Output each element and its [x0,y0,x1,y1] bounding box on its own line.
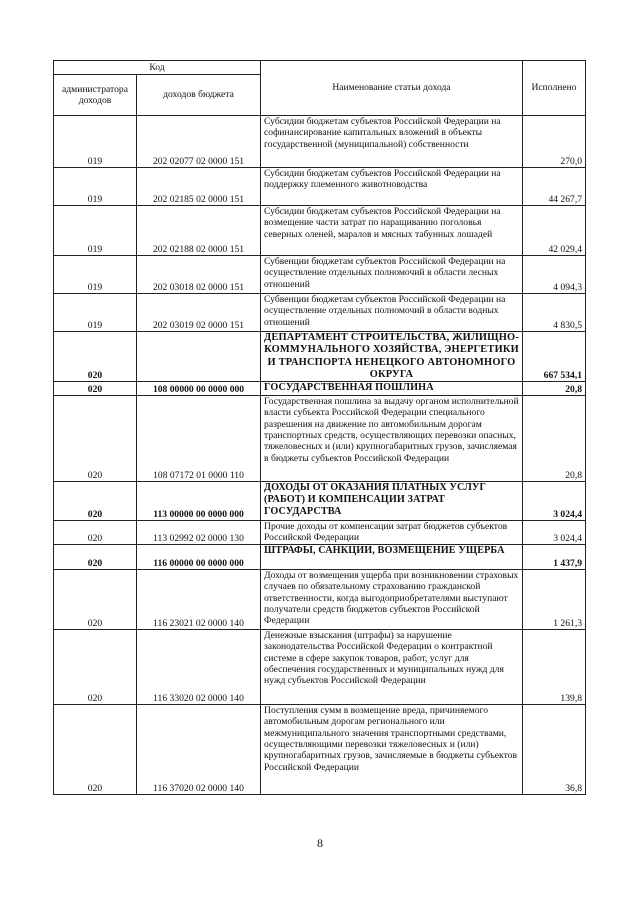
revenue-name-cell: Поступления сумм в возмещение вреда, причиняемого автомобильным дорогам регионального или межмуниципального значения транспортными средствами, осуществляющими перевозки тяжеловесных и (или) крупногабаритных грузов, зачисляемые в бюджеты субъектов Российской Федерации [261,705,523,795]
revenue-name-cell: Государственная пошлина за выдачу органом исполнительной власти субъекта Российской Федерации специального разрешения на движение по автомобильным дорогам транспортных средств, осуществляющих перевозки опасных, тяжеловесных и (или) крупногабаритных грузов, зачисляемая в бюджеты субъектов Российской Федерации [261,396,523,482]
executed-amount-cell: 3 024,4 [523,521,586,545]
budget-code-cell: 108 00000 00 0000 000 [137,382,261,396]
budget-code-cell [137,332,261,382]
budget-code-cell: 116 23021 02 0000 140 [137,570,261,630]
executed-amount-cell: 20,8 [523,396,586,482]
table-row [54,570,586,630]
table-row [54,545,586,570]
executed-amount-cell: 4 094,3 [523,256,586,294]
budget-code-cell: 202 03018 02 0000 151 [137,256,261,294]
table-row [54,168,586,206]
admin-code-cell: 020 [54,521,137,545]
executed-amount-cell: 1 437,9 [523,545,586,570]
admin-code-cell: 020 [54,705,137,795]
admin-code-cell: 020 [54,396,137,482]
admin-code-cell: 020 [54,630,137,705]
table-row [54,382,586,396]
executed-amount-cell: 20,8 [523,382,586,396]
admin-code-cell: 020 [54,482,137,521]
admin-code-cell: 019 [54,256,137,294]
admin-code-cell: 019 [54,206,137,256]
revenue-name-cell: ДЕПАРТАМЕНТ СТРОИТЕЛЬСТВА, ЖИЛИЩНО-КОММУНАЛЬНОГО ХОЗЯЙСТВА, ЭНЕРГЕТИКИ И ТРАНСПОРТА НЕНЕЦКОГО АВТОНОМНОГО ОКРУГА [261,332,523,382]
budget-code-header: доходов бюджета [137,75,261,116]
executed-amount-cell: 44 267,7 [523,168,586,206]
table-row [54,521,586,545]
budget-code-cell: 116 00000 00 0000 000 [137,545,261,570]
budget-code-cell: 116 33020 02 0000 140 [137,630,261,705]
name-header: Наименование статьи дохода [261,61,523,116]
budget-code-cell: 202 02185 02 0000 151 [137,168,261,206]
revenue-name-cell: ГОСУДАРСТВЕННАЯ ПОШЛИНА [261,382,523,396]
table-row [54,705,586,795]
admin-code-cell: 019 [54,168,137,206]
admin-code-cell: 020 [54,570,137,630]
table-row [54,116,586,168]
executed-header: Исполнено [523,61,586,116]
revenue-name-cell: ДОХОДЫ ОТ ОКАЗАНИЯ ПЛАТНЫХ УСЛУГ (РАБОТ) И КОМПЕНСАЦИИ ЗАТРАТ ГОСУДАРСТВА [261,482,523,521]
budget-code-cell: 113 02992 02 0000 130 [137,521,261,545]
revenue-name-cell: Субсидии бюджетам субъектов Российской Федерации на софинансирование капитальных вложений в объекты государственной (муниципальной) собственности [261,116,523,168]
executed-amount-cell: 36,8 [523,705,586,795]
budget-code-cell: 108 07172 01 0000 110 [137,396,261,482]
table-row [54,332,586,382]
executed-amount-cell: 1 261,3 [523,570,586,630]
table-row [54,396,586,482]
budget-code-cell: 113 00000 00 0000 000 [137,482,261,521]
table-row [54,294,586,332]
revenue-name-cell: Субсидии бюджетам субъектов Российской Федерации на поддержку племенного животноводства [261,168,523,206]
executed-amount-cell: 667 534,1 [523,332,586,382]
executed-amount-cell: 270,0 [523,116,586,168]
admin-code-cell: 020 [54,332,137,382]
admin-code-cell: 020 [54,545,137,570]
table-row [54,482,586,521]
table-row [54,630,586,705]
revenue-name-cell: Субвенции бюджетам субъектов Российской Федерации на осуществление отдельных полномочий в области водных отношений [261,294,523,332]
table-row [54,256,586,294]
revenue-table [53,60,586,795]
executed-amount-cell: 4 830,5 [523,294,586,332]
admin-code-cell: 020 [54,382,137,396]
budget-code-cell: 116 37020 02 0000 140 [137,705,261,795]
revenue-name-cell: Прочие доходы от компенсации затрат бюджетов субъектов Российской Федерации [261,521,523,545]
revenue-name-cell: ШТРАФЫ, САНКЦИИ, ВОЗМЕЩЕНИЕ УЩЕРБА [261,545,523,570]
executed-amount-cell: 3 024,4 [523,482,586,521]
admin-code-header: администратора доходов [54,75,137,116]
revenue-name-cell: Денежные взыскания (штрафы) за нарушение законодательства Российской Федерации о контрактной системе в сфере закупок товаров, работ, услуг для обеспечения государственных и муниципальных нужд для нужд субъектов Российской Федерации [261,630,523,705]
budget-code-cell: 202 02077 02 0000 151 [137,116,261,168]
code-header: Код [54,61,261,75]
header-row-1 [54,61,586,75]
budget-code-cell: 202 02188 02 0000 151 [137,206,261,256]
table-row [54,206,586,256]
budget-code-cell: 202 03019 02 0000 151 [137,294,261,332]
executed-amount-cell: 139,8 [523,630,586,705]
table-body [54,116,586,795]
admin-code-cell: 019 [54,116,137,168]
page-number: 8 [317,836,323,850]
admin-code-cell: 019 [54,294,137,332]
revenue-name-cell: Субсидии бюджетам субъектов Российской Федерации на возмещение части затрат по наращиванию поголовья северных оленей, маралов и мясных табунных лошадей [261,206,523,256]
executed-amount-cell: 42 029,4 [523,206,586,256]
revenue-name-cell: Доходы от возмещения ущерба при возникновении страховых случаев по обязательному страхованию гражданской ответственности, когда выгодоприобретателями выступают получатели средств бюджетов субъектов Российской Федерации [261,570,523,630]
revenue-name-cell: Субвенции бюджетам субъектов Российской Федерации на осуществление отдельных полномочий в области лесных отношений [261,256,523,294]
